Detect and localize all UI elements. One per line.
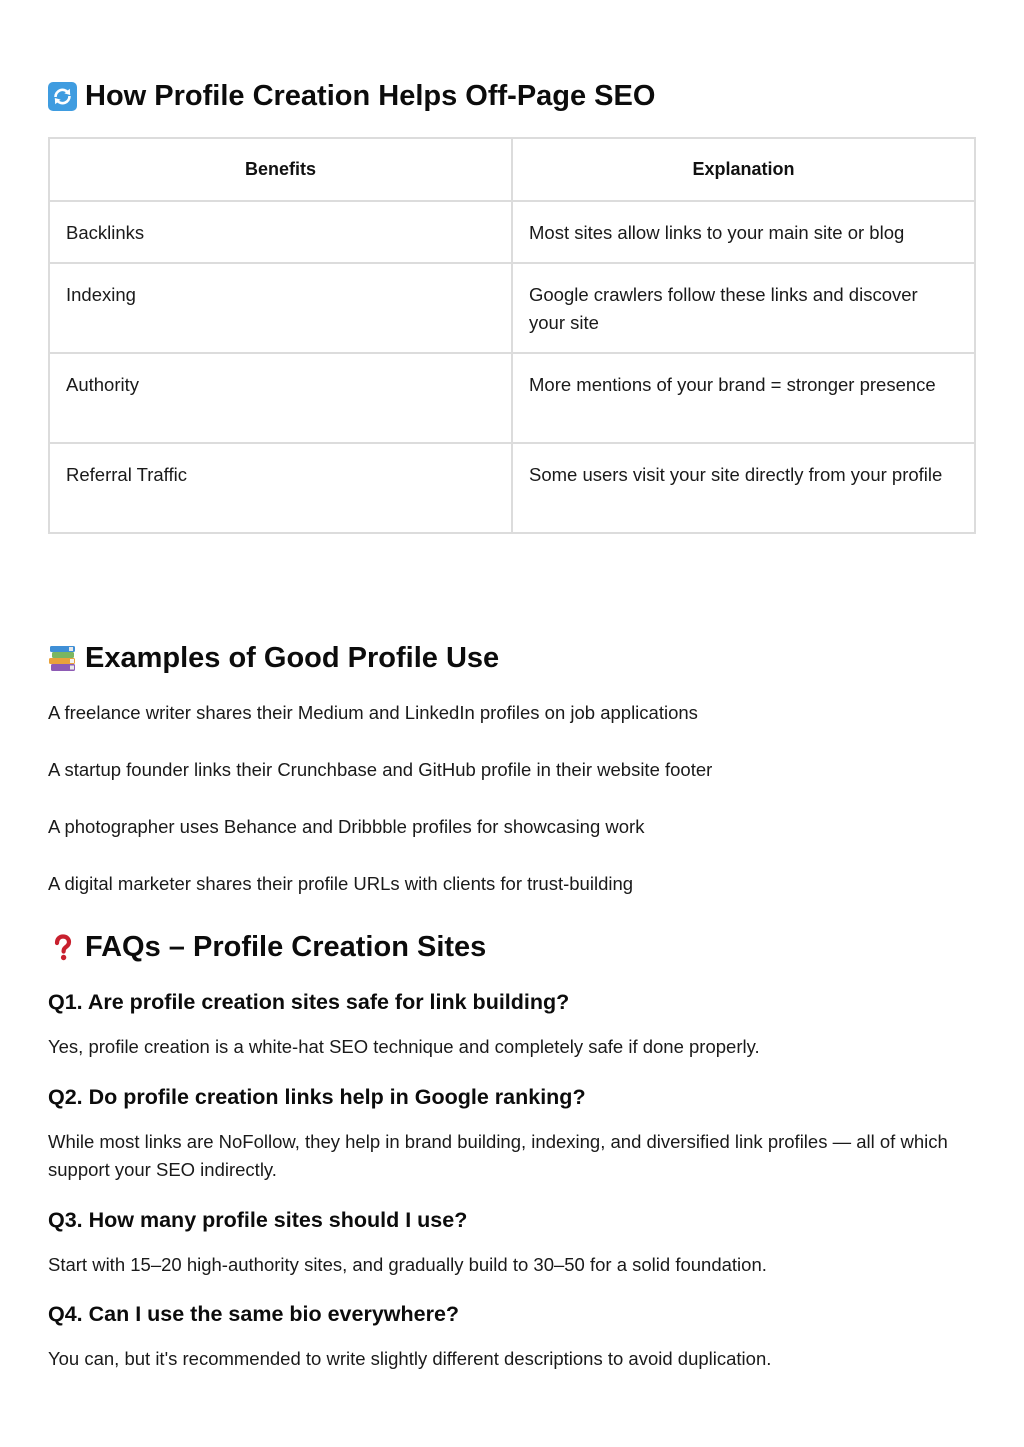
benefit-cell: Referral Traffic <box>49 443 512 533</box>
red-question-mark-icon <box>48 933 77 962</box>
table-row <box>49 353 975 443</box>
faq-item <box>48 1203 976 1280</box>
faq-question: Q1. Are profile creation sites safe for link building? <box>48 990 570 1014</box>
section-title-faqs <box>48 929 486 965</box>
list-item: A startup founder links their Crunchbase and GitHub profile in their website footer <box>48 759 713 780</box>
list-item: A photographer uses Behance and Dribbble profiles for showcasing work <box>48 816 645 837</box>
faq-answer: While most links are NoFollow, they help in brand building, indexing, and diversified link profiles — all of which support your SEO indirectly. <box>48 1130 948 1180</box>
faq-list <box>48 985 976 1392</box>
explanation-cell: More mentions of your brand = stronger presence <box>512 353 975 443</box>
list-item: A digital marketer shares their profile URLs with clients for trust-building <box>48 873 634 894</box>
table-header-row <box>49 138 975 201</box>
faq-item <box>48 1297 976 1374</box>
examples-list <box>48 699 976 927</box>
faq-question: Q4. Can I use the same bio everywhere? <box>48 1302 460 1326</box>
faq-item <box>48 985 976 1062</box>
arrows-cycle-icon <box>48 82 77 111</box>
column-header-explanation: Explanation <box>512 138 975 201</box>
benefits-table <box>48 137 976 534</box>
faq-answer: Start with 15–20 high-authority sites, and gradually build to 30–50 for a solid foundation. <box>48 1253 767 1275</box>
table-row <box>49 443 975 533</box>
benefit-cell: Indexing <box>49 263 512 353</box>
faq-question: Q3. How many profile sites should I use? <box>48 1207 468 1232</box>
section-title-benefits <box>48 78 655 114</box>
books-icon <box>48 644 77 673</box>
section-title-text: FAQs – Profile Creation Sites <box>85 931 487 963</box>
explanation-cell: Most sites allow links to your main site or blog <box>512 201 975 263</box>
explanation-cell: Google crawlers follow these links and discover your site <box>512 263 975 353</box>
benefit-cell: Authority <box>49 353 512 443</box>
table-row <box>49 263 975 353</box>
table-row <box>49 201 975 263</box>
faq-answer: Yes, profile creation is a white-hat SEO technique and completely safe if done properly. <box>48 1036 760 1057</box>
faq-question: Q2. Do profile creation links help in Google ranking? <box>48 1084 586 1109</box>
faq-answer: You can, but it's recommended to write slightly different descriptions to avoid duplication. <box>48 1348 772 1369</box>
section-title-examples <box>48 640 499 676</box>
faq-item <box>48 1080 976 1185</box>
explanation-cell: Some users visit your site directly from your profile <box>512 443 975 533</box>
section-title-text: Examples of Good Profile Use <box>85 642 500 674</box>
benefit-cell: Backlinks <box>49 201 512 263</box>
section-title-text: How Profile Creation Helps Off-Page SEO <box>85 80 656 112</box>
list-item: A freelance writer shares their Medium and LinkedIn profiles on job applications <box>48 702 698 723</box>
column-header-benefits: Benefits <box>49 138 512 201</box>
